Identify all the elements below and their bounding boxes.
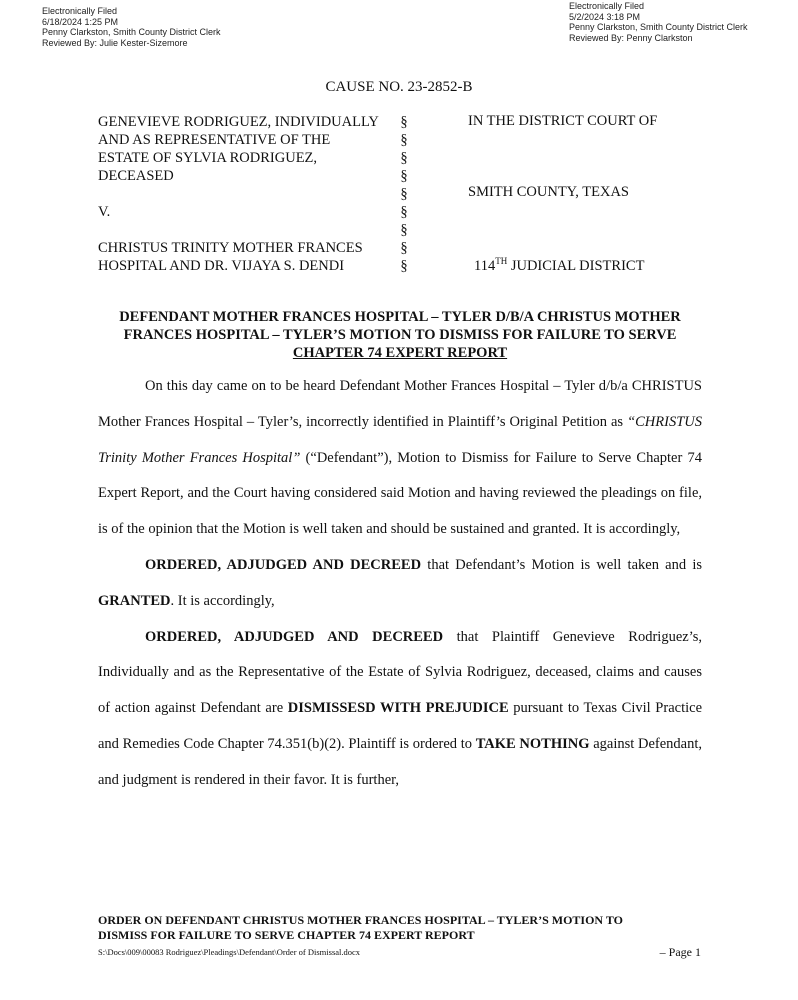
order-body	[98, 369, 702, 799]
caption-line: V.	[98, 204, 111, 220]
footer-title-line: DISMISS FOR FAILURE TO SERVE CHAPTER 74 EXPERT REPORT	[98, 928, 475, 942]
filing-stamp-right	[569, 1, 748, 43]
caption-line: HOSPITAL AND DR. VIJAYA S. DENDI	[98, 258, 345, 274]
filing-stamp-left	[42, 6, 221, 48]
section-symbol: §	[400, 114, 408, 130]
title-line: DEFENDANT MOTHER FRANCES HOSPITAL – TYLER D/B/A CHRISTUS MOTHER	[119, 309, 681, 325]
page-number: – Page 1	[659, 945, 701, 959]
court-county: SMITH COUNTY, TEXAS	[468, 184, 629, 200]
title-line-underlined: CHAPTER 74 EXPERT REPORT	[292, 345, 508, 361]
stamp-line: Electronically Filed	[42, 6, 118, 16]
granted-phrase: GRANTED	[98, 592, 171, 609]
take-nothing-phrase: TAKE NOTHING	[475, 735, 590, 752]
caption-parties	[98, 113, 379, 275]
paragraph-2: ORDERED, ADJUDGED AND DECREED that Defendant’s Motion is well taken and is GRANTED. It is accordingly,	[98, 556, 702, 609]
section-symbol: §	[400, 258, 408, 274]
district-number: 114	[474, 257, 496, 274]
stamp-line: 6/18/2024 1:25 PM	[42, 16, 119, 27]
paragraph-3: ORDERED, ADJUDGED AND DECREED that Plaintiff Genevieve Rodriguez’s, Individually and as the Representative of the Estate of Sylvia Rodriguez, deceased, claims and causes of action against Defendant are DISMISSESD WITH PREJUDICE pursuant to Texas Civil Practice and Remedies Code Chapter 74.351(b)(2). Plaintiff is ordered to TAKE NOTHING against Defendant, and judgment is rendered in their favor. It is further,	[98, 628, 703, 788]
section-symbol: §	[400, 222, 408, 238]
caption-line: AND AS REPRESENTATIVE OF THE	[98, 132, 331, 148]
judicial-district	[474, 256, 644, 275]
stamp-line: Reviewed By: Penny Clarkston	[569, 32, 693, 43]
stamp-line: 5/2/2024 3:18 PM	[569, 11, 641, 22]
caption-line: ESTATE OF SYLVIA RODRIGUEZ,	[98, 150, 318, 166]
stamp-line: Penny Clarkston, Smith County District Clerk	[42, 27, 221, 37]
stamp-line: Reviewed By: Julie Kester-Sizemore	[42, 37, 188, 48]
district-label: JUDICIAL DISTRICT	[507, 257, 645, 274]
dismissed-phrase: DISMISSESD WITH PREJUDICE	[287, 700, 509, 717]
cause-number: CAUSE NO. 23-2852-B	[325, 79, 473, 95]
section-symbol-column	[398, 113, 410, 275]
caption-line: DECEASED	[98, 168, 174, 184]
section-symbol: §	[400, 186, 408, 202]
section-symbol: §	[400, 150, 408, 166]
footer-title-line: ORDER ON DEFENDANT CHRISTUS MOTHER FRANCES HOSPITAL – TYLER’S MOTION TO	[98, 913, 623, 927]
section-symbol: §	[400, 240, 408, 256]
section-symbol: §	[400, 168, 408, 184]
section-symbol: §	[400, 132, 408, 148]
ordered-phrase: ORDERED, ADJUDGED AND DECREED	[145, 556, 422, 573]
caption-line: CHRISTUS TRINITY MOTHER FRANCES	[98, 240, 363, 256]
district-suffix: TH	[495, 256, 508, 266]
document-title	[98, 308, 702, 362]
caption-line	[98, 221, 379, 239]
section-symbol: §	[400, 204, 408, 220]
ordered-phrase: ORDERED, ADJUDGED AND DECREED	[145, 628, 444, 645]
footer-title	[98, 913, 623, 943]
caption-line: GENEVIEVE RODRIGUEZ, INDIVIDUALLY	[98, 114, 379, 130]
italic-name: “CHRISTUS Trinity Mother Frances Hospital”	[98, 413, 702, 466]
caption-line	[98, 185, 379, 203]
stamp-line: Electronically Filed	[569, 1, 645, 11]
title-line: FRANCES HOSPITAL – TYLER’S MOTION TO DISMISS FOR FAILURE TO SERVE	[123, 327, 677, 343]
court-name: IN THE DISTRICT COURT OF	[468, 113, 658, 129]
file-path: S:\Docs\009\00083 Rodriguez\Pleadings\Defendant\Order of Dismissal.docx	[98, 947, 361, 957]
stamp-line: Penny Clarkston, Smith County District Clerk	[569, 22, 748, 32]
paragraph-1: On this day came on to be heard Defendant Mother Frances Hospital – Tyler d/b/a CHRISTUS Mother Frances Hospital – Tyler’s, incorrectly identified in Plaintiff’s Original Petition as “CHRISTUS Trinity Mother Frances Hospital” (“Defendant”), Motion to Dismiss for Failure to Serve Chapter 74 Expert Report, and the Court having considered said Motion and having reviewed the pleadings on file, is of the opinion that the Motion is well taken and should be sustained and granted. It is accordingly,	[98, 378, 702, 538]
